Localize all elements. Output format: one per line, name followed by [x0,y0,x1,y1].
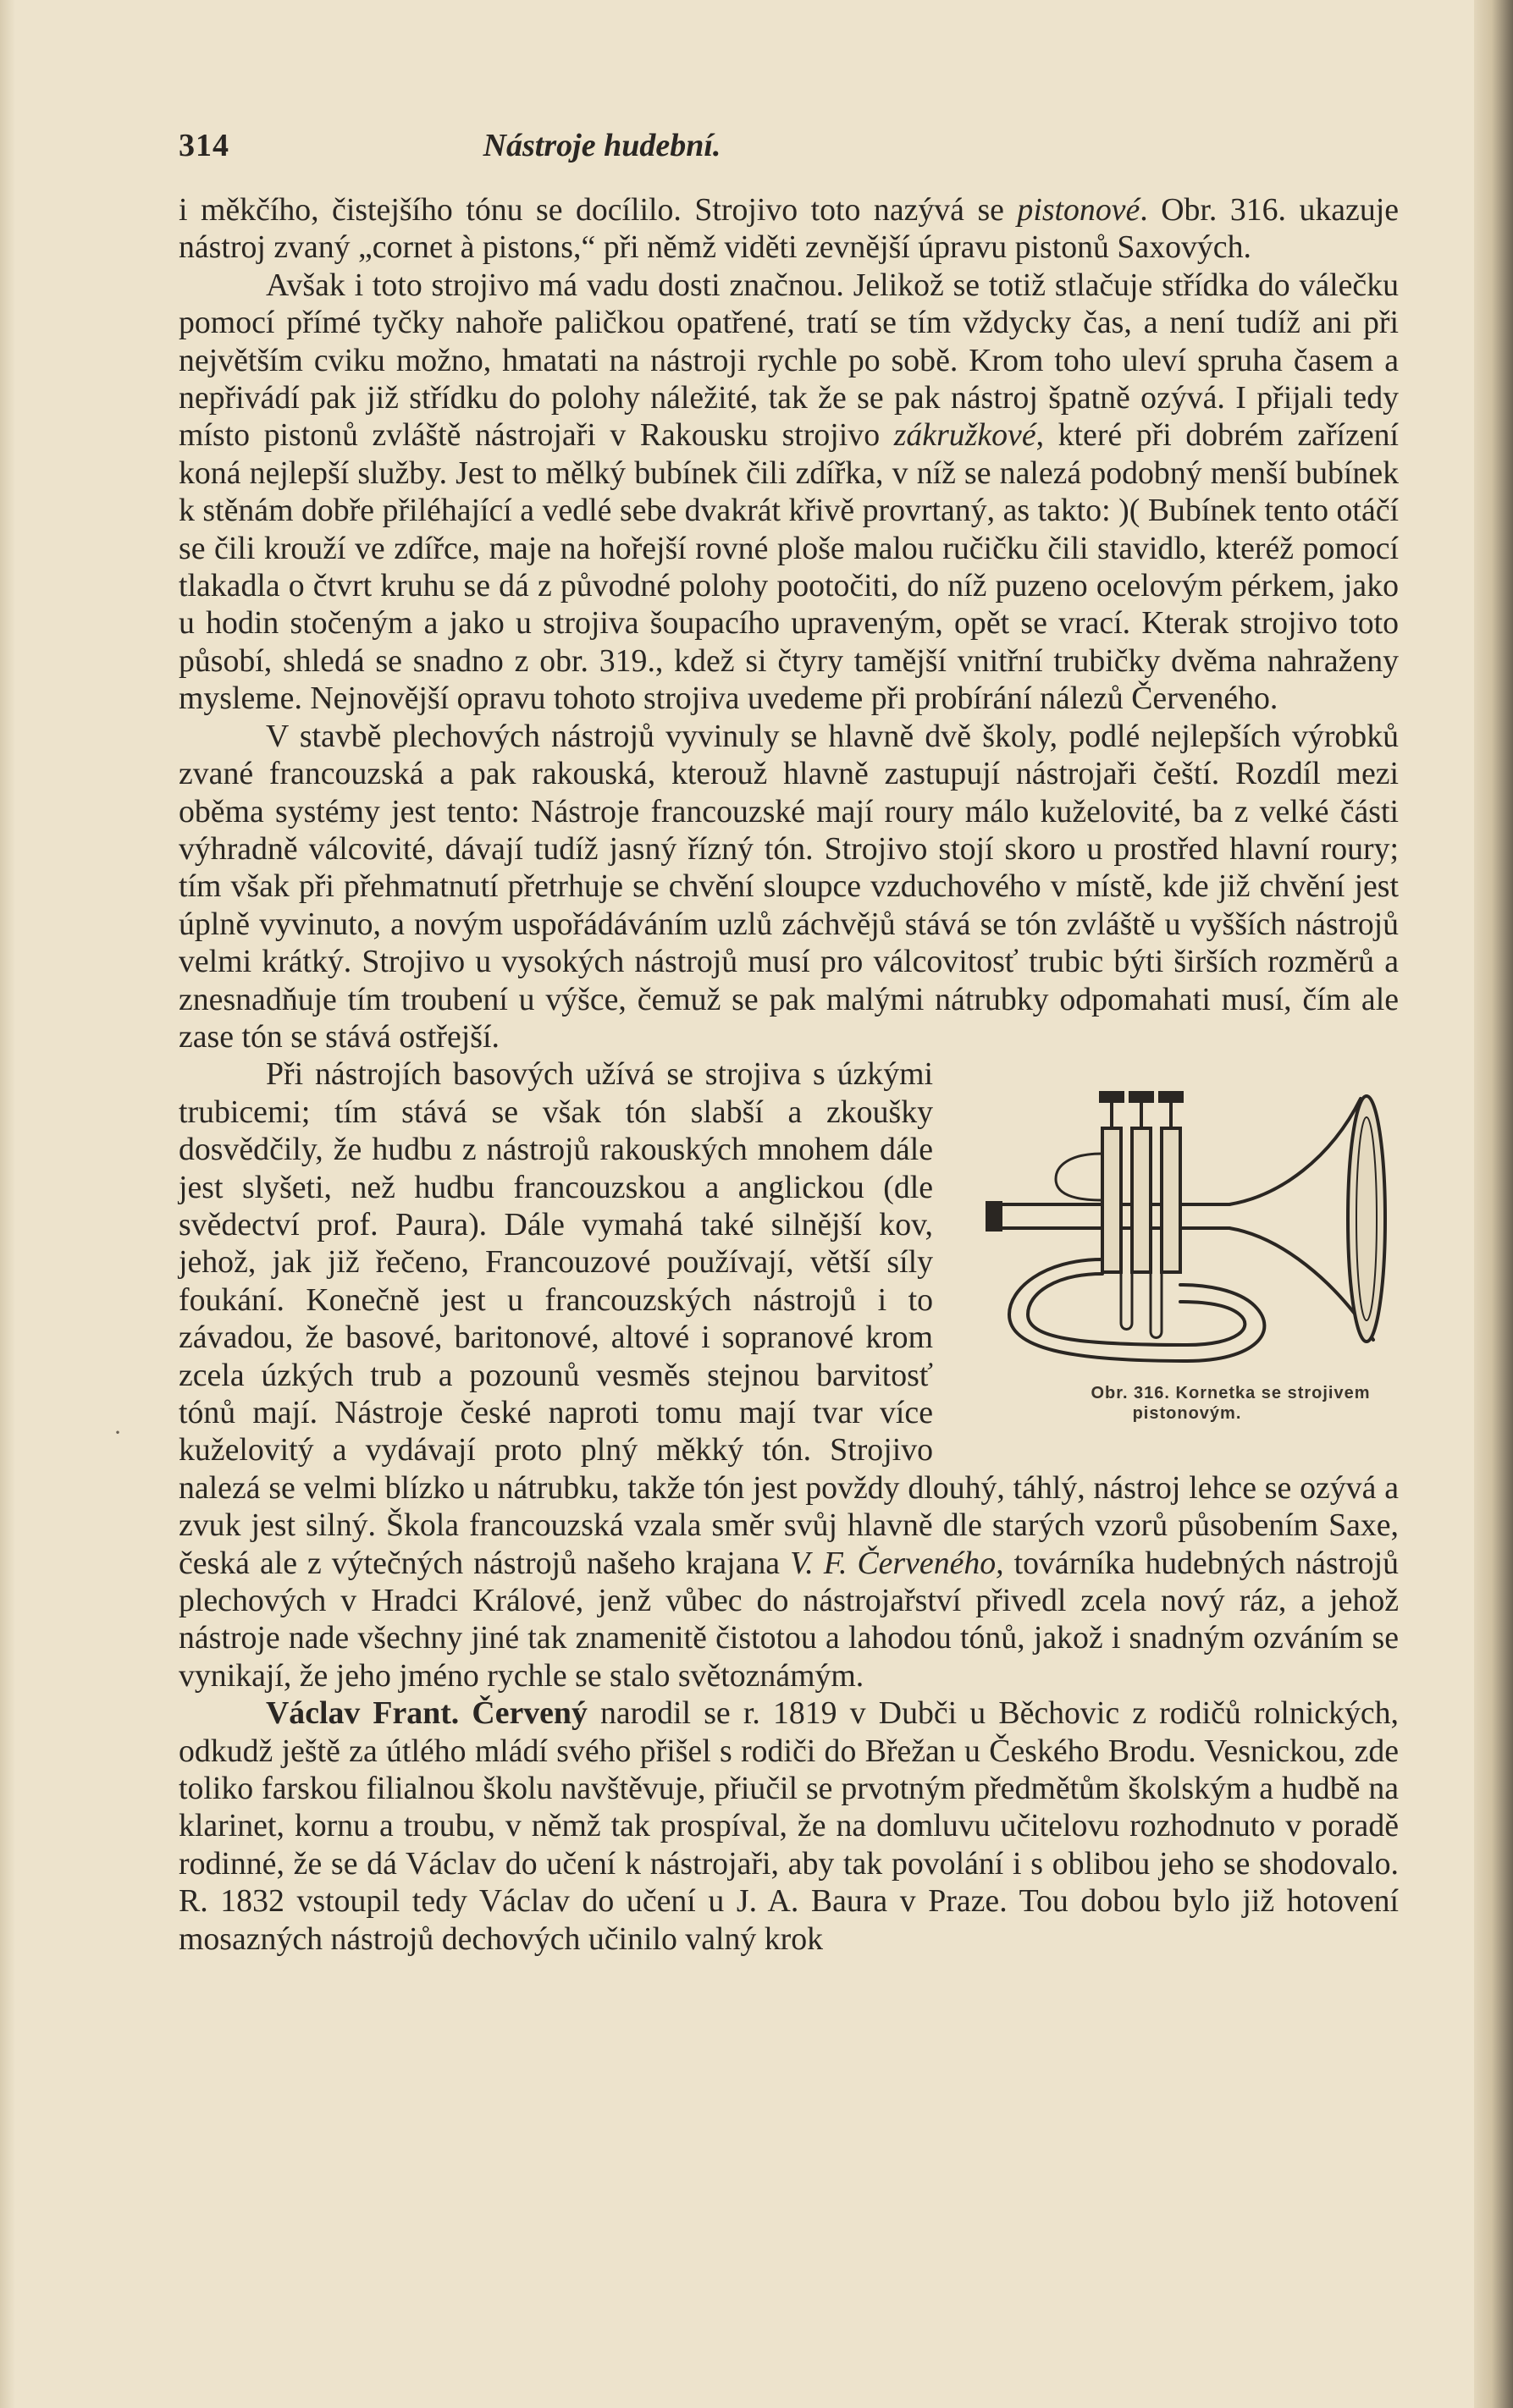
text-run: , které při dobrém zařízení koná nejlepší služby. Jest to mělký bubínek čili zdířka, v níž se nalezá podobný menší bubínek k stěnám dobře přiléhající a vedlé sebe dvakrát křivě provrtaný, as takto: )( Bubínek tento otáčí se čili krouží ve zdířce, maje na hořejší rovné ploše malou ručičku čili stavidlo, kteréž pomocí tlakadla o čtvrt kruhu se dá z původné polohy pootočiti, do níž puzeno ocelovým pérkem, jako u hodin stočeným a jako u strojiva šoupacího upraveným, opět se vrací. Kterak strojivo toto působí, shledá se snadno z obr. 319., kdež si čtyry tamější vnitřní trubičky dvěma nahraženy mysleme. Nejnovější opravu tohoto strojiva uvedeme při probírání nálezů Červeného. [179,417,1399,717]
scan-shadow [0,0,15,2408]
paragraph [179,267,1399,718]
cornet-illustration-icon [975,1077,1399,1378]
paragraph [179,718,1399,1056]
text-run: V stavbě plechových nástrojů vyvinuly se hlavně dvě školy, podlé nejlepších výrobků zvané francouzská a pak rakouská, kterouž hlavně zastupují nástrojaři čeští. Rozdíl mezi oběma systémy jest tento: Nástroje francouzské mají roury málo kuželovité, ba z velké části výhradně válcovité, dávají tudíž jasný řízný tón. Strojivo stojí skoro u prostřed hlavní roury; tím však při přehmatnutí přetrhuje se chvění sloupce vzduchového v místě, kde již chvění jest úplně vyvinuto, a novým uspořádáváním uzlů záchvějů stává se tón zvláště u vyšších nástrojů velmi krátký. Strojivo u vysokých nástrojů musí pro válcovitosť trubic býti širších rozměrů a znesnadňuje tím troubení u výšce, čemuž se pak malými nátrubky odpomahati musí, čím ale zase tón se stává ostřejší. [179,718,1399,1055]
text-run: Při nástrojích basových užívá se strojiva s úzkými trubicemi; tím stává se však tón slabší a zkoušky dosvědčily, že hudbu z nástrojů rakouských mnohem dále jest slyšeti, než hudbu francouzskou a anglickou (dle svědectví prof. Paura). Dále vymahá také silnější kov, jehož, jak již řečeno, Francouzové používají, větší síly foukání. Konečně jest u francouzských nástrojů i to závadou, že basové, baritonové, altové i sopranové krom zcela úzkých trub a pozounů vesměs stejnou barvitosť tónů mají. Nástroje české naproti tomu mají tvar více kuželovitý a vydávají proto plný měkký tón. Strojivo nalezá se velmi blízko u nátrubku, takže tón jest povždy dlouhý, táhlý, nástroj lehce se ozývá a zvuk jest silný. Škola francouzská vzala směr svůj hlavně dle starých vzorů působením Saxe, česká ale z výtečných nástrojů našeho krajana [179,1056,1399,1581]
paragraph [179,191,1399,267]
text-run: narodil se r. 1819 v Dubči u Běchovic z rodičů rolnických, odkudž ještě za útlého mládí svého přišel s rodiči do Břežan u Českého Brodu. Vesnickou, zde toliko farskou filialnou školu navštěvuje, přiučil se prvotným předmětům školským a hudbě na klarinet, kornu a troubu, v němž tak prospíval, že na domluvu učitelovu rozhodnuto v poradě rodinné, že se dá Václav do učení k nástrojaři, aby tak povolání i s oblibou jeho se shodovalo. R. 1832 vstoupil tedy Václav do učení u J. A. Baura v Praze. Tou dobou bylo již hotovení mosazných nástrojů dechových učinilo valný krok [179,1695,1399,1957]
paragraph [179,1055,1399,1694]
text-run: továrníka hudebných nástrojů plechových v Hradci Králové, jenž vůbec do nástrojařství přivedl zcela nový ráz, a jehož nástroje nade všechny jiné tak znamenitě čistotou a lahodou tónů, jakož i snadným ozváním se vynikají, že jeho jméno rychle se stalo světoznámým. [179,1545,1399,1694]
running-head: Nástroje hudební. [483,128,721,163]
page-edge [1474,0,1513,2408]
page-header [179,127,1399,178]
text-run: Avšak i toto strojivo má vadu dosti značnou. Jelikož se totiž stlačuje střídka do válečku pomocí přímé tyčky nahoře paličkou opatřené, tratí se tím vždycky čas, a není tudíž ani při největším cviku možno, hmatati na nástroji rychle po sobě. Krom toho uleví spruha časem a nepřivádí pak již střídku do polohy náležité, tak že se pak nástroj špatně ozývá. I přijali tedy místo pistonů zvláště nástrojaři v Rakousku strojivo [179,267,1399,454]
page-number: 314 [179,128,229,163]
text-run: i měkčího, čistejšího tónu se docílilo. Strojivo toto nazývá se [179,192,1018,228]
person-name: Václav Frant. Červený [266,1695,588,1732]
emphasis: pistonové [1017,192,1140,228]
emphasis: zákružkové [893,417,1036,454]
figure-caption: Obr. 316. Kornetka se strojivem pistonovým. [1091,1384,1371,1424]
figure-316 [958,1077,1399,1441]
margin-mark: · [113,1419,122,1446]
emphasis: V. F. Červeného, [790,1545,1004,1581]
text-run: . Obr. 316. ukazuje nástroj zvaný „cornet à pistons,“ při němž viděti zevnější úpravu pistonů Saxových. [179,192,1399,266]
paragraph [179,1694,1399,1958]
body-text [179,191,1399,1958]
